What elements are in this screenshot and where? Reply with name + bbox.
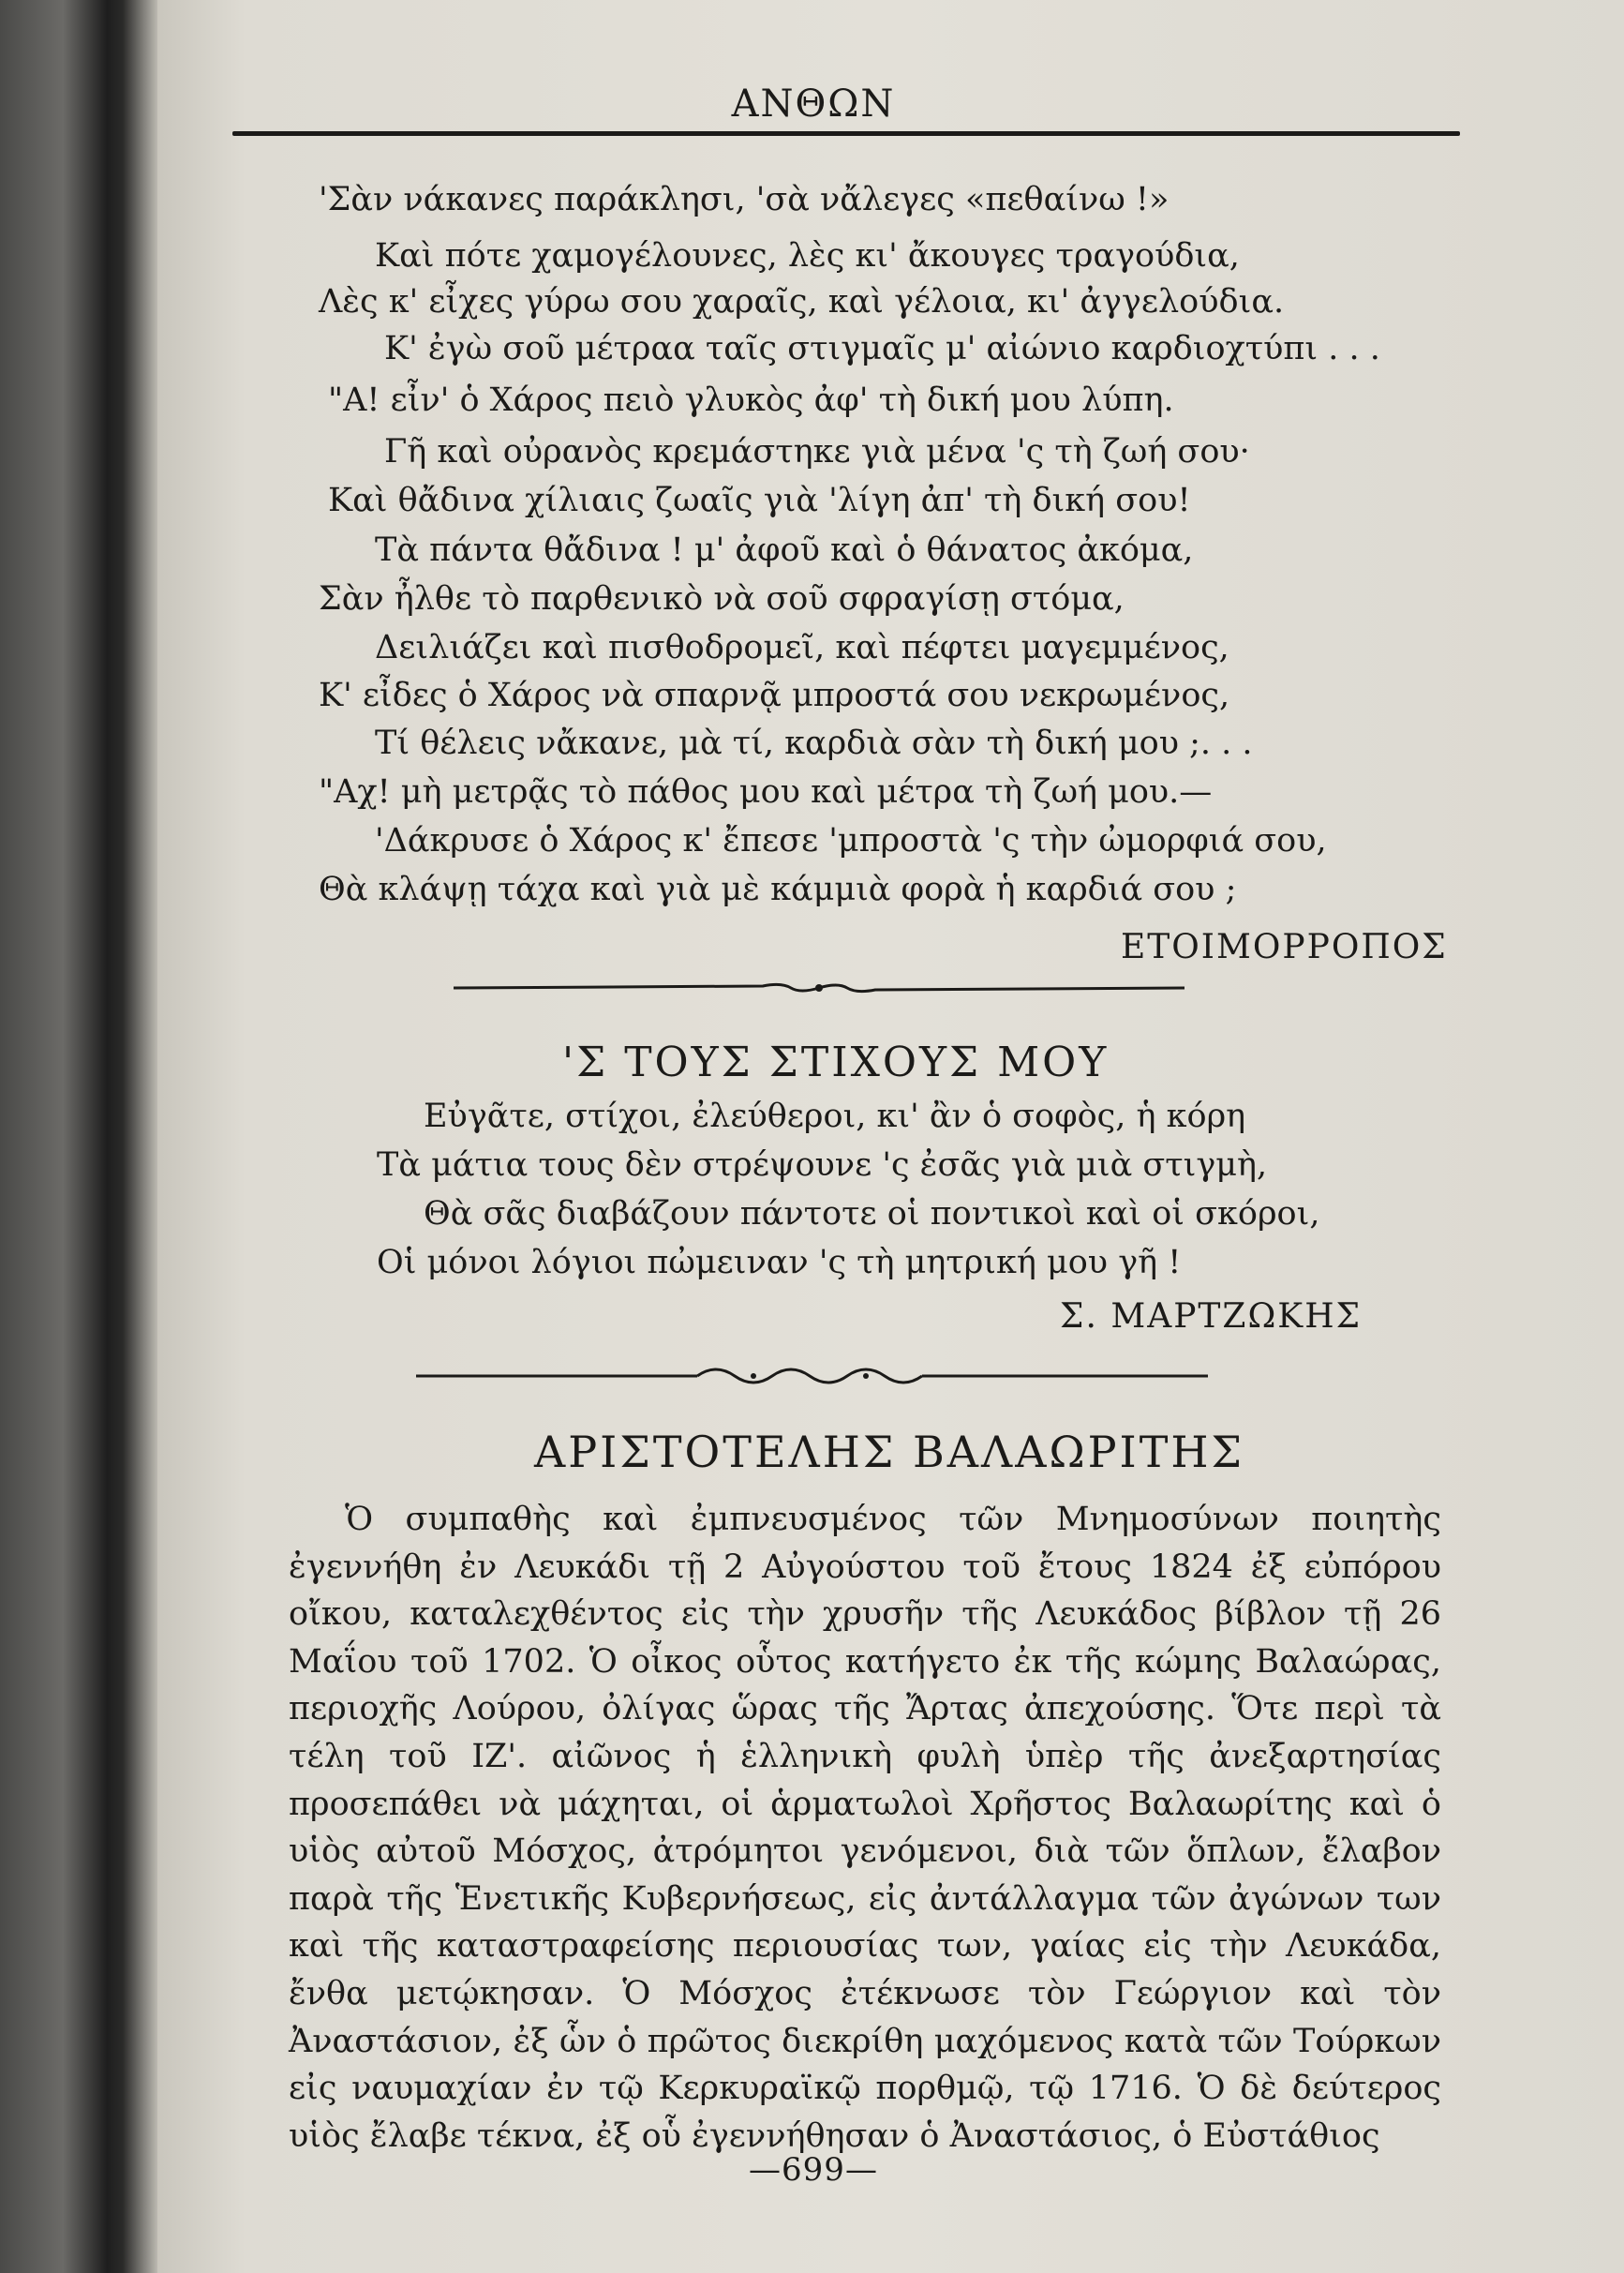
poem-line: Κ' ἐγὼ σοῦ μέτραα ταῖς στιγμαῖς μ' αἰώνιο καρδιοχτύπι . . . <box>384 330 1380 367</box>
poem-line: 'Σὰν νάκανες παράκλησι, 'σὰ νἄλεγες «πεθαίνω !» <box>319 181 1170 218</box>
book-page <box>157 0 1624 2273</box>
poem-line: Θὰ κλάψῃ τάχα καὶ γιὰ μὲ κάμμιὰ φορὰ ἡ καρδιά σου ; <box>319 871 1237 908</box>
running-head: ΑΝΘΩΝ <box>731 82 896 126</box>
poem-title: 'Σ ΤΟΥΣ ΣΤΙΧΟΥΣ ΜΟΥ <box>562 1039 1110 1086</box>
poem-line: Καὶ θἄδινα χίλιαις ζωαῖς γιὰ 'λίγη ἀπ' τὴ δική σου! <box>328 482 1191 519</box>
poem-line: 'Δάκρυσε ὁ Χάρος κ' ἔπεσε 'μπροστὰ 'ς τὴν ὠμορφιά σου, <box>375 822 1327 860</box>
poem-line: Καὶ πότε χαμογέλουνες, λὲς κι' ἄκουγες τραγούδια, <box>375 237 1240 275</box>
poem-line: Τὰ πάντα θἄδινα ! μ' ἀφοῦ καὶ ὁ θάνατος ἀκόμα, <box>375 531 1194 569</box>
poem-line: Κ' εἶδες ὁ Χάρος νὰ σπαρνᾷ μπροστά σου νεκρωμένος, <box>319 677 1230 714</box>
ornamental-divider <box>454 969 1184 1007</box>
poem-signature: Σ. ΜΑΡΤΖΩΚΗΣ <box>1060 1297 1363 1336</box>
article-paragraph: Ὁ συμπαθὴς καὶ ἐμπνευσμένος τῶν Μνημοσύνων ποιητὴς ἐγεννήθη ἐν Λευκάδι τῇ 2 Αὐγούστου τοῦ ἔτους 1824 ἐξ εὐπόρου οἴκου, καταλεχθέντος εἰς τὴν χρυσῆν τῆς Λευκάδος βίβλον τῇ 26 Μαΐου τοῦ 1702. Ὁ οἶκος οὗτος κατήγετο ἐκ τῆς κώμης Βαλαώρας, περιοχῆς Λούρου, ὀλίγας ὥρας τῆς Ἄρτας ἀπεχούσης. Ὅτε περὶ τὰ τέλη τοῦ ΙΖ'. αἰῶνος ἡ ἑλληνικὴ φυλὴ ὑπὲρ τῆς ἀνεξαρτησίας προσεπάθει νὰ μάχηται, οἱ ἁρματωλοὶ Χρῆστος Βαλαωρίτης καὶ ὁ υἱὸς αὐτοῦ Μόσχος, ἀτρόμητοι γενόμενοι, διὰ τῶν ὅπλων, ἔλαβον παρὰ τῆς Ἑνετικῆς Κυβερνήσεως, εἰς ἀντάλλαγμα τῶν ἀγώνων των καὶ τῆς καταστραφείσης περιουσίας των, γαίας εἰς τὴν Λευκάδα, ἔνθα μετῴκησαν. Ὁ Μόσχος ἐτέκνωσε τὸν Γεώργιον καὶ τὸν Ἀναστάσιον, ἐξ ὧν ὁ πρῶτος διεκρίθη μαχόμενος κατὰ τῶν Τούρκων εἰς ναυμαχίαν ἐν τῷ Κερκυραϊκῷ πορθμῷ, τῷ 1716. Ὁ δὲ δεύτερος υἱὸς ἔλαβε τέκνα, ἐξ οὗ ἐγεννήθησαν ὁ Ἀναστάσιος, ὁ Εὐστάθιος <box>289 1501 1441 2155</box>
poem-line: Γῆ καὶ οὐρανὸς κρεμάστηκε γιὰ μένα 'ς τὴ ζωή σου· <box>384 433 1250 471</box>
article-body <box>289 1496 1441 2160</box>
poem-line: "Α! εἶν' ὁ Χάρος πειὸ γλυκὸς ἀφ' τὴ δική μου λύπη. <box>328 381 1174 419</box>
page-number: —699— <box>749 2151 878 2189</box>
article-title: ΑΡΙΣΤΟΤΕΛΗΣ ΒΑΛΑΩΡΙΤΗΣ <box>534 1427 1245 1477</box>
ornamental-divider <box>416 1355 1208 1393</box>
poem-line: Τὰ μάτια τους δὲν στρέψουνε 'ς ἐσᾶς γιὰ μιὰ στιγμὴ, <box>377 1146 1268 1184</box>
poem-line: Λὲς κ' εἶχες γύρω σου χαραῖς, καὶ γέλοια, κι' ἀγγελούδια. <box>319 283 1285 321</box>
poem-line: Εὐγᾶτε, στίχοι, ἐλεύθεροι, κι' ἂν ὁ σοφὸς, ἡ κόρη <box>424 1098 1246 1135</box>
poem-line: Θὰ σᾶς διαβάζουν πάντοτε οἱ ποντικοὶ καὶ οἱ σκόροι, <box>424 1195 1320 1233</box>
poem-line: "Αχ! μὴ μετρᾷς τὸ πάθος μου καὶ μέτρα τὴ ζωή μου.— <box>319 773 1213 811</box>
poem-line: Τί θέλεις νἄκανε, μὰ τί, καρδιὰ σὰν τὴ δική μου ;. . . <box>375 725 1253 762</box>
poem-line: Σὰν ἦλθε τὸ παρθενικὸ νὰ σοῦ σφραγίσῃ στόμα, <box>319 580 1125 618</box>
header-rule <box>232 131 1460 136</box>
poem-signature: ΕΤΟΙΜΟΡΡΟΠΟΣ <box>1121 928 1448 966</box>
book-spine-shadow <box>0 0 157 2273</box>
poem-line: Δειλιάζει καὶ πισθοδρομεῖ, καὶ πέφτει μαγεμμένος, <box>375 629 1229 666</box>
poem-line: Οἱ μόνοι λόγιοι πὠμειναν 'ς τὴ μητρική μου γῆ ! <box>377 1244 1182 1281</box>
